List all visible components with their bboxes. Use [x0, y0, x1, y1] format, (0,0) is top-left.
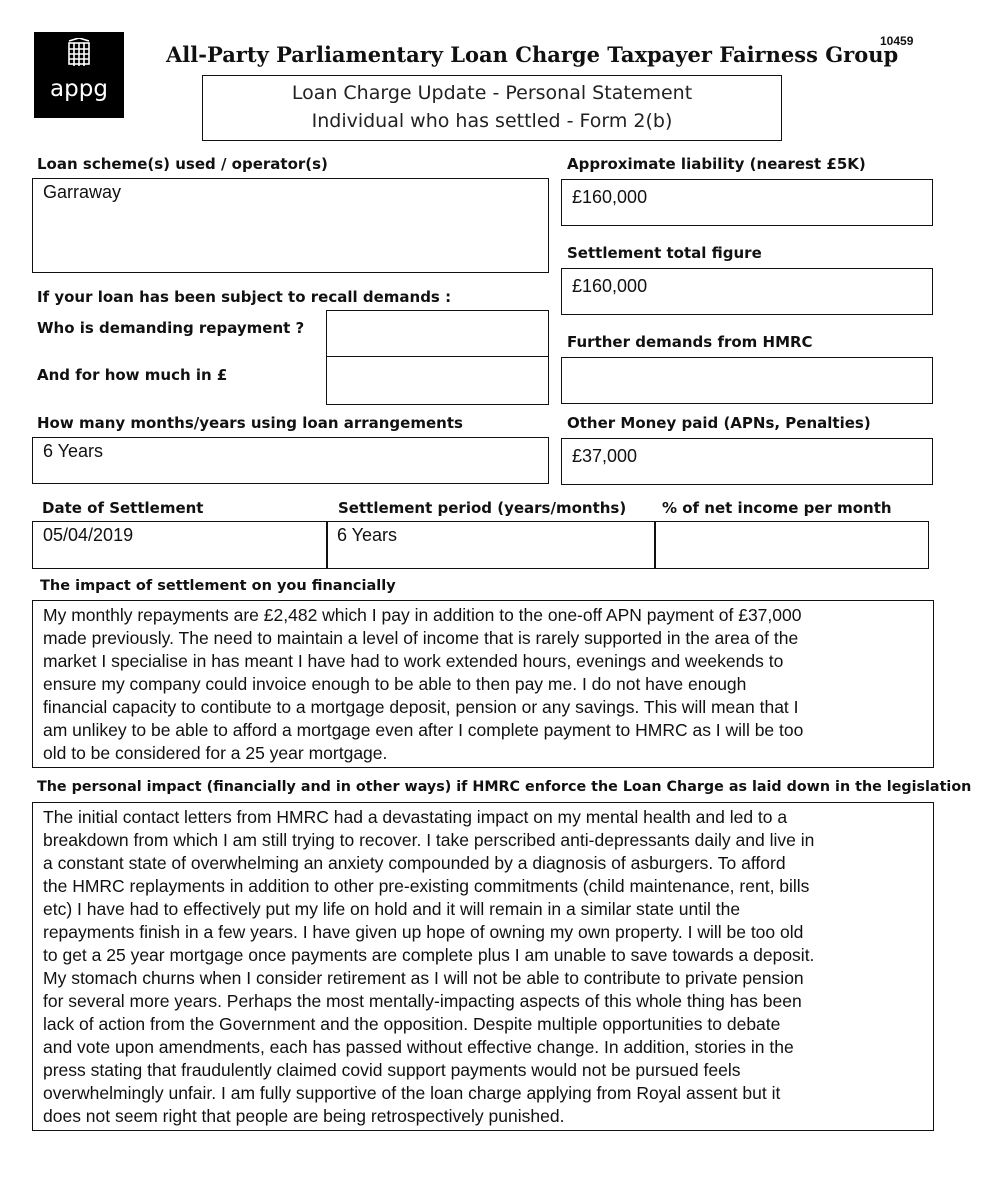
months-years-label: How many months/years using loan arrangements [37, 414, 463, 432]
how-much-value [327, 357, 548, 365]
subtitle-line-2: Individual who has settled - Form 2(b) [311, 110, 673, 132]
other-money-field[interactable] [561, 438, 933, 485]
loan-scheme-value: Garraway [43, 182, 122, 202]
months-years-value: 6 Years [43, 441, 104, 461]
approx-liability-field[interactable] [561, 179, 933, 226]
settlement-total-label: Settlement total figure [567, 244, 762, 262]
recall-label: If your loan has been subject to recall demands : [37, 288, 452, 306]
page-title: All-Party Parliamentary Loan Charge Taxpayer Fairness Group [166, 42, 899, 67]
other-money-value: £37,000 [572, 446, 638, 466]
who-demanding-field[interactable] [326, 310, 549, 357]
settlement-period-value: 6 Years [337, 525, 398, 545]
further-demands-label: Further demands from HMRC [567, 333, 813, 351]
net-income-field[interactable] [654, 521, 929, 569]
loan-scheme-label: Loan scheme(s) used / operator(s) [37, 155, 328, 173]
approx-liability-value: £160,000 [572, 187, 648, 207]
further-demands-field[interactable] [561, 357, 933, 404]
appg-logo [34, 32, 124, 118]
impact-financial-field[interactable] [32, 600, 934, 768]
who-demanding-value [327, 311, 548, 319]
further-demands-value [562, 358, 932, 366]
settlement-period-label: Settlement period (years/months) [338, 499, 627, 517]
date-settlement-value: 05/04/2019 [43, 525, 134, 545]
who-demanding-label: Who is demanding repayment ? [37, 319, 305, 337]
how-much-label: And for how much in £ [37, 366, 228, 384]
impact-financial-text: My monthly repayments are £2,482 which I pay in addition to the one-off APN payment of £37,000 made previously. The need to maintain a level of income that is rarely supported in the area of the market I specialise in has meant I have had to work extended hours, evenings and weekends to ensure my company could invoice enough to be able to then pay me. I do not have enough financial capacity to contibute to a mortgage deposit, pension or any savings. This will mean that I am unlikey to be able to afford a mortgage even after I complete payment to HMRC as I will be too old to be considered for a 25 year mortgage. [43, 605, 804, 763]
date-settlement-label: Date of Settlement [42, 499, 204, 517]
form-subtitle-box [202, 75, 782, 141]
impact-personal-field[interactable] [32, 802, 934, 1131]
logo-text: appg [50, 76, 108, 102]
settlement-period-field[interactable] [326, 521, 656, 569]
months-years-field[interactable] [32, 437, 549, 484]
net-income-label: % of net income per month [662, 499, 892, 517]
settlement-total-value: £160,000 [572, 276, 648, 296]
date-settlement-field[interactable] [32, 521, 328, 569]
impact-personal-label: The personal impact (financially and in other ways) if HMRC enforce the Loan Charge as laid down in the legislation [37, 779, 972, 795]
how-much-field[interactable] [326, 356, 549, 405]
net-income-value [655, 522, 928, 530]
portcullis-icon [67, 38, 91, 68]
other-money-label: Other Money paid (APNs, Penalties) [567, 414, 871, 432]
loan-scheme-field[interactable] [32, 178, 549, 273]
impact-financial-label: The impact of settlement on you financially [40, 578, 396, 594]
approx-liability-label: Approximate liability (nearest £5K) [567, 155, 866, 173]
reference-number: 10459 [880, 34, 914, 48]
settlement-total-field[interactable] [561, 268, 933, 315]
impact-personal-text: The initial contact letters from HMRC had a devastating impact on my mental health and led to a breakdown from which I am still trying to recover. I take perscribed anti-depressants daily and live in a constant state of overwhelming an anxiety compounded by a diagnosis of asburgers. To afford the HMRC replayments in addition to other pre-existing commitments (child maintenance, rent, bills etc) I have had to effectively put my life on hold and it will remain in a similar state until the repayments finish in a few years. I have given up hope of owning my own property. I will be too old to get a 25 year mortgage once payments are complete plus I am unable to save towards a deposit. My stomach churns when I consider retirement as I will not be able to contribute to private pension for several more years. Perhaps the most mentally-impacting aspects of this whole thing has been lack of action from the Government and the opposition. Despite multiple opportunities to debate and vote upon amendments, each has passed without effective change. In addition, stories in the press stating that fraudulently claimed covid support payments would not be pursued feels overwhelmingly unfair. I am fully supportive of the loan charge applying from Royal assent but it does not seem right that people are being retrospectively punished. [43, 807, 815, 1126]
subtitle-line-1: Loan Charge Update - Personal Statement [291, 82, 693, 104]
